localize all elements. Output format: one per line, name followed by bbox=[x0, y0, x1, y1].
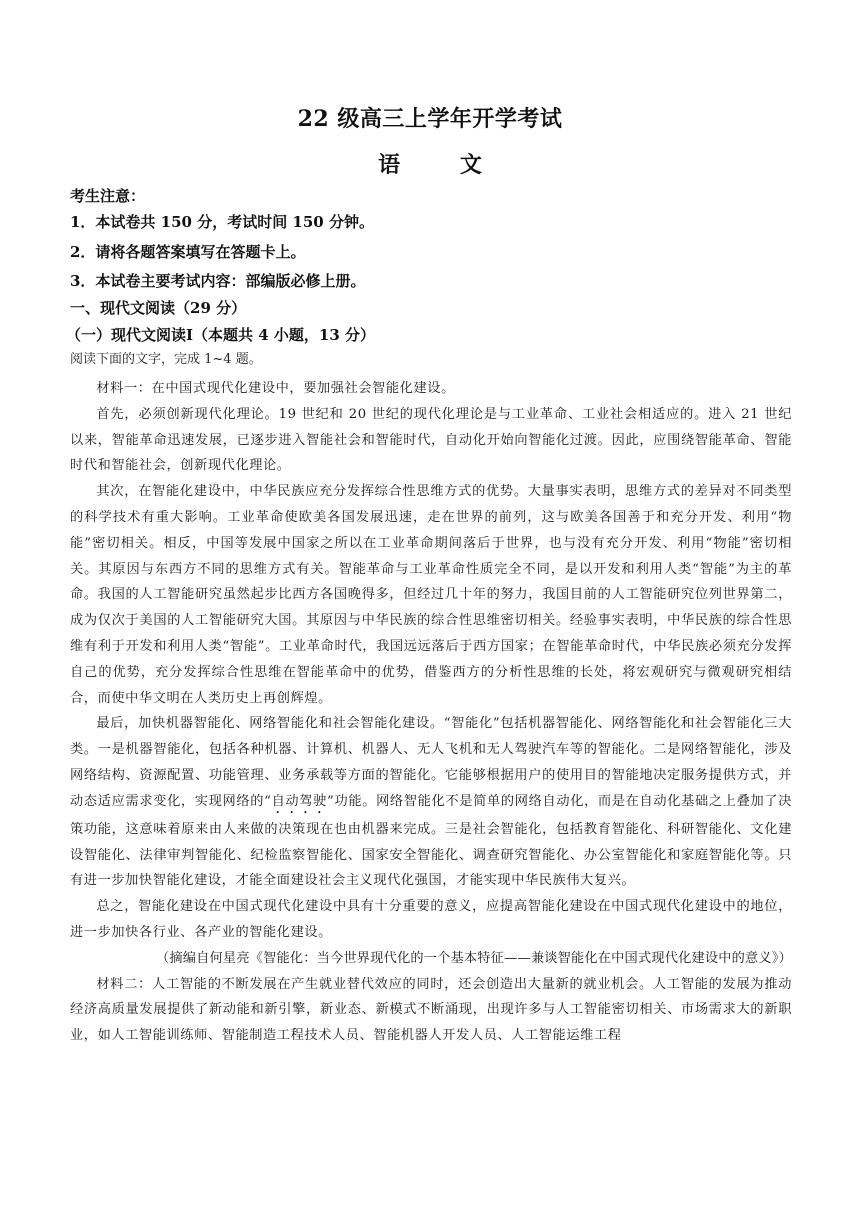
section-title: 一、现代文阅读（29 分） bbox=[70, 299, 247, 317]
passage-paragraph-3: 其次，在智能化建设中，中华民族应充分发挥综合性思维方式的优势。大量事实表明，思维方式的差异对不同类型的科学技术有重大影响。工业革命使欧美各国发展迅速，走在世界的前列，这与欧美各国善于和充分开发、利用“物能”密切相关。相反，中国等发展中国家之所以在工业革命期间落后于世界，也与没有充分开发、利用“物能”密切相关。其原因与东西方不同的思维方式有关。智能革命与工业革命性质完全不同，是以开发和利用人类“智能”为主的革命。我国的人工智能研究虽然起步比西方各国晚得多，但经过几十年的努力，我国目前的人工智能研究位列世界第二，成为仅次于美国的人工智能研究大国。其原因与中华民族的综合性思维密切相关。经验事实表明，中华民族的综合性思维有利于开发和利用人类“智能”。工业革命时代，我国远远落后于西方国家；在智能革命时代，中华民族必须充分发挥自己的优势，充分发挥综合性思维在智能革命中的优势，借鉴西方的分析性思维的长处，将宏观研究与微观研究相结合，而使中华文明在人类历史上再创辉煌。 bbox=[70, 484, 792, 706]
paragraph-4-text-b: ”功能。网络智能化不是简单的网络自动化，而是在自动化基础之上叠加了决策功能，这意味着原来由人来做的决策现在也由机器来完成。三是社会智能化，包括教育智能化、科研智能化、文化建设智能化、法律审判智能化、纪检监察智能化、国家安全智能化、调查研究智能化、办公室智能化和家庭智能化等。只有进一步加快智能化建设，才能全面建设社会主义现代化强国，才能实现中华民族伟大复兴。 bbox=[70, 793, 793, 889]
section-subtitle: （一）现代文阅读Ⅰ（本题共 4 小题，13 分） bbox=[66, 326, 375, 344]
subject-title: 语 文 bbox=[378, 152, 508, 178]
emphasized-term: 自动驾驶 bbox=[271, 793, 328, 809]
passage-paragraph-5: 总之，智能化建设在中国式现代化建设中具有十分重要的意义，应提高智能化建设在中国式现代化建设中的地位，进一步加快各行业、各产业的智能化建设。 bbox=[70, 899, 792, 940]
exam-title: 22 级高三上学年开学考试 bbox=[297, 106, 563, 132]
notice-item-3: 3．本试卷主要考试内容：部编版必修上册。 bbox=[70, 272, 366, 290]
section-instruction: 阅读下面的文字，完成 1~4 题。 bbox=[70, 352, 262, 367]
passage-paragraph-4 bbox=[70, 711, 792, 894]
passage-source: （摘编自何星亮《智能化：当今世界现代化的一个基本特征——兼谈智能化在中国式现代化建设中的意义》） bbox=[156, 950, 792, 966]
notice-item-2: 2．请将各题答案填写在答题卡上。 bbox=[70, 243, 306, 261]
paragraph-4-text-a: 最后，加快机器智能化、网络智能化和社会智能化建设。“智能化”包括机器智能化、网络智能化和社会智能化三大类。一是机器智能化，包括各种机器、计算机、机器人、无人飞机和无人驾驶汽车等的智能化。二是网络智能化，涉及网络结构、资源配置、功能管理、业务承载等方面的智能化。它能够根据用户的使用目的智能地决定服务提供方式，并动态适应需求变化，实现网络的“ bbox=[70, 716, 792, 809]
passage-paragraph-6: 材料二：人工智能的不断发展在产生就业替代效应的同时，还会创造出大量新的就业机会。人工智能的发展为推动经济高质量发展提供了新动能和新引擎，新业态、新模式不断涌现，出现许多与人工智能密切相关、市场需求大的新职业，如人工智能训练师、智能制造工程技术人员、智能机器人开发人员、人工智能运维工程 bbox=[70, 976, 792, 1044]
passage-paragraph-2: 首先，必须创新现代化理论。19 世纪和 20 世纪的现代化理论是与工业革命、工业社会相适应的。进入 21 世纪以来，智能革命迅速发展，已逐步进入智能社会和智能时代，自动化开始向智能化过渡。因此，应围绕智能革命、智能时代和智能社会，创新现代化理论。 bbox=[70, 406, 792, 474]
notice-heading: 考生注意： bbox=[70, 187, 146, 205]
passage-paragraph-1: 材料一：在中国式现代化建设中，要加强社会智能化建设。 bbox=[96, 381, 455, 396]
notice-item-1: 1．本试卷共 150 分，考试时间 150 分钟。 bbox=[70, 213, 374, 231]
reading-passage bbox=[70, 376, 792, 1049]
